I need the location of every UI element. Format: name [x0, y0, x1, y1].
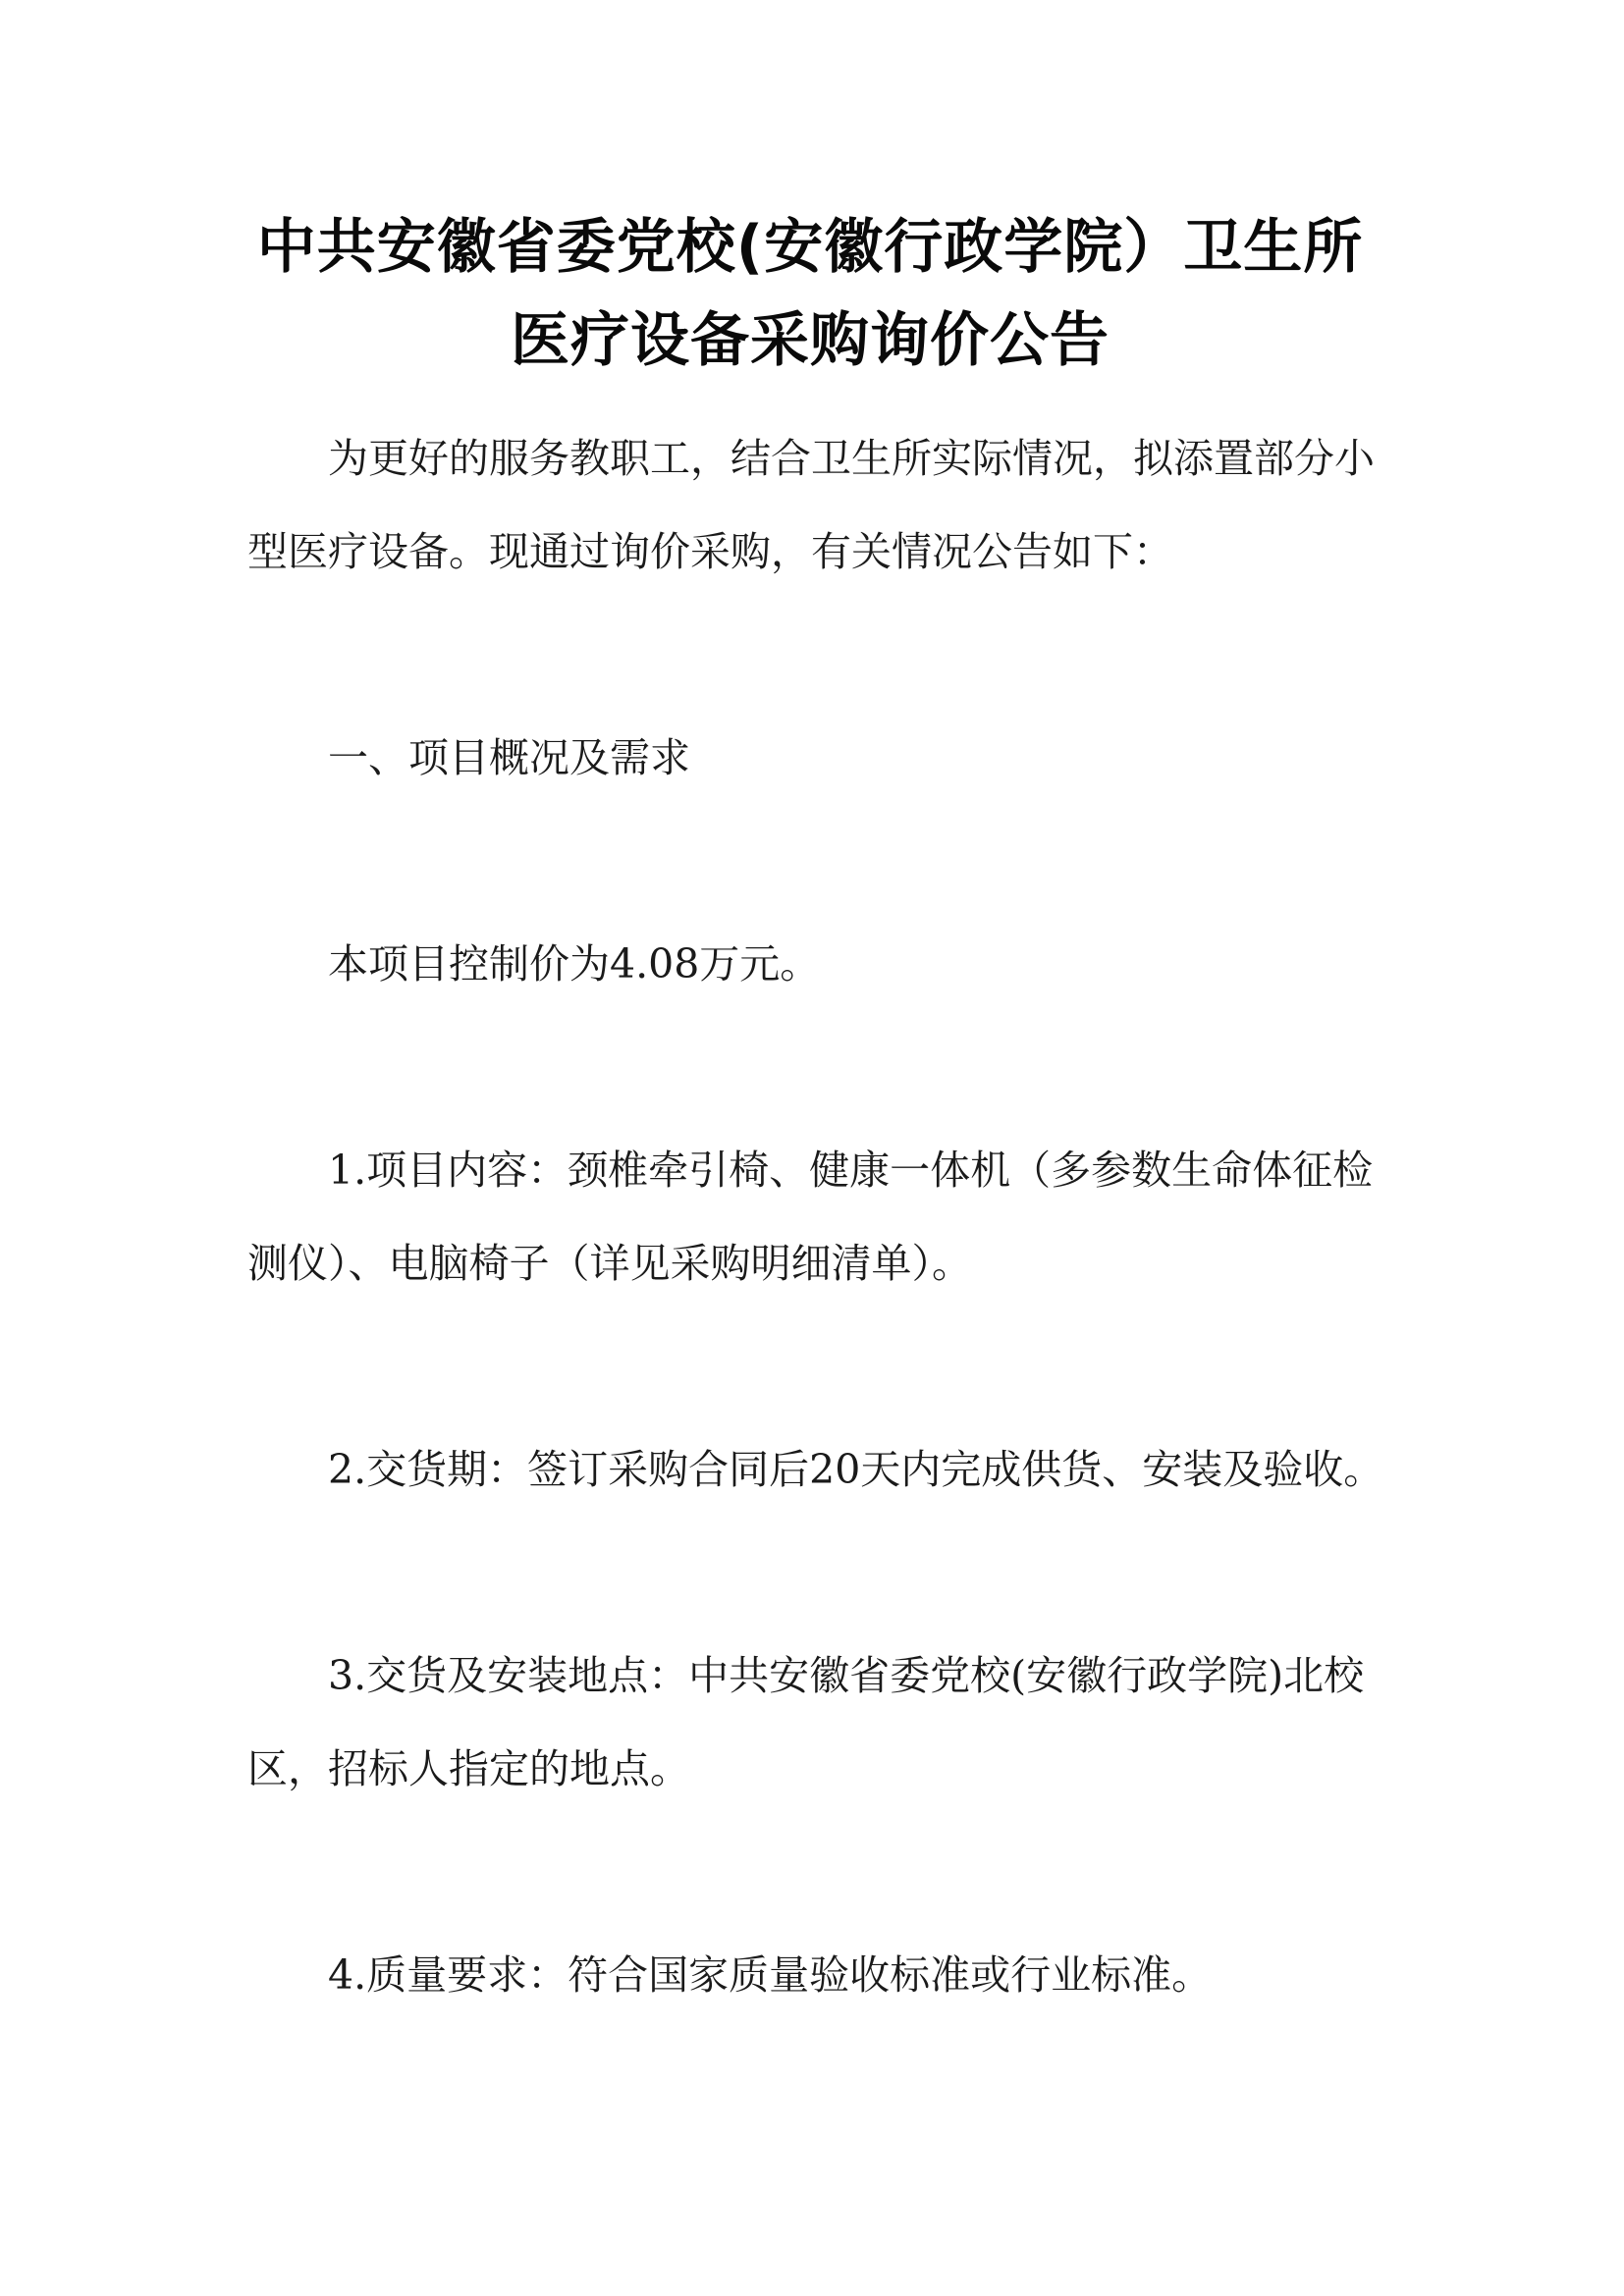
- document-body: [247, 412, 1396, 2135]
- document-title: [177, 201, 1443, 388]
- quality-requirement-paragraph: 4.质量要求：符合国家质量验收标准或行业标准。: [328, 1951, 1213, 1999]
- title-line-2: 医疗设备采购询价公告: [511, 306, 1110, 375]
- delivery-period-paragraph: 2.交货期：签订采购合同后20天内完成供货、安装及验收。: [328, 1446, 1384, 1493]
- intro-paragraph: 为更好的服务教职工，结合卫生所实际情况，拟添置部分小型医疗设备。现通过询价采购，有关情况公告如下：: [247, 435, 1375, 575]
- title-line-1: 中共安徽省委党校(安徽行政学院）卫生所: [256, 213, 1364, 282]
- project-content-paragraph: 1.项目内容：颈椎牵引椅、健康一体机（多参数生命体征检测仪）、电脑椅子（详见采购明细清单）。: [247, 1147, 1374, 1287]
- delivery-location-paragraph: 3.交货及安装地点：中共安徽省委党校(安徽行政学院)北校区，招标人指定的地点。: [247, 1652, 1365, 1792]
- section-heading-project-overview: 一、项目概况及需求: [328, 734, 690, 781]
- control-price-paragraph: 本项目控制价为4.08万元。: [328, 940, 821, 988]
